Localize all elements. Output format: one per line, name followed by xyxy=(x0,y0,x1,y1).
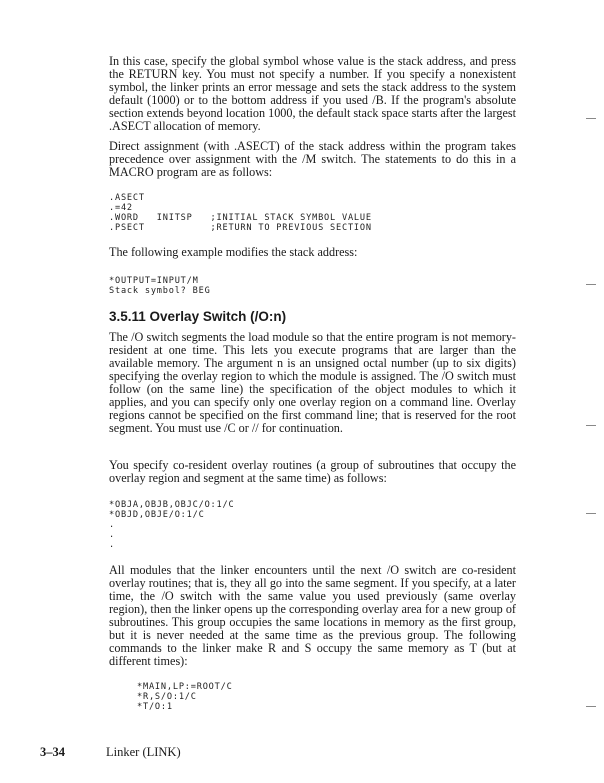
margin-mark xyxy=(586,513,596,514)
margin-mark xyxy=(586,425,596,426)
paragraph-overlay-switch: The /O switch segments the load module so that the entire program is not memory-resident at one time. This lets you execute programs that are larger than the available memory. The argument n is an unsigned octal number (up to six digits) specifying the overlay region to which the module is assigned. The /O switch must follow (on the same line) the specification of the object modules to which it applies, and you can specify only one overlay region on a command line. Overlay regions cannot be specified on the first command line; that is reserved for the root segment. You must use /C or // for continuation. xyxy=(109,330,516,435)
code-overlay-example: *OBJA,OBJB,OBJC/O:1/C *OBJD,OBJE/O:1/C . . . xyxy=(109,500,235,550)
section-heading: 3.5.11 Overlay Switch (/O:n) xyxy=(109,309,287,324)
page-number: 3–34 xyxy=(40,745,65,759)
paragraph-co-resident: You specify co-resident overlay routines (a group of subroutines that occupy the overlay region and segment at the same time) as follows: xyxy=(109,458,516,485)
paragraph-stack-symbol: In this case, specify the global symbol whose value is the stack address, and press the RETURN key. You must not specify a number. If you specify a nonexistent symbol, the linker prints an error message and sets the stack address to the system default (1000) or to the bottom address if you used /B. If the program's absolute section extends beyond location 1000, the default stack space starts after the largest .ASECT allocation of memory. xyxy=(109,54,516,133)
paragraph-following-example: The following example modifies the stack address: xyxy=(109,245,358,259)
margin-mark xyxy=(586,118,596,119)
margin-mark xyxy=(586,284,596,285)
paragraph-direct-assignment: Direct assignment (with .ASECT) of the stack address within the program takes precedence over assignment with the /M switch. The statements to do this in a MACRO program are as follows: xyxy=(109,139,516,179)
footer-section-title: Linker (LINK) xyxy=(106,745,181,759)
code-stack-example: *OUTPUT=INPUT/M Stack symbol? BEG xyxy=(109,276,211,296)
code-macro-example: .ASECT .=42 .WORD INITSP ;INITIAL STACK SYMBOL VALUE .PSECT ;RETURN TO PREVIOUS SECTION xyxy=(109,193,372,233)
code-overlay-commands: *MAIN,LP:=ROOT/C *R,S/O:1/C *T/O:1 xyxy=(137,682,233,712)
margin-mark xyxy=(586,706,596,707)
paragraph-all-modules: All modules that the linker encounters until the next /O switch are co-resident overlay routines; that is, they all go into the same segment. If you specify, at a later time, the /O switch with the same value you used previously (same overlay region), then the linker opens up the corresponding overlay area for a new group of subroutines. This group occupies the same locations in memory as the first group, but it is never needed at the same time as the previous group. The following commands to the linker make R and S occupy the same memory as T (but at different times): xyxy=(109,563,516,668)
